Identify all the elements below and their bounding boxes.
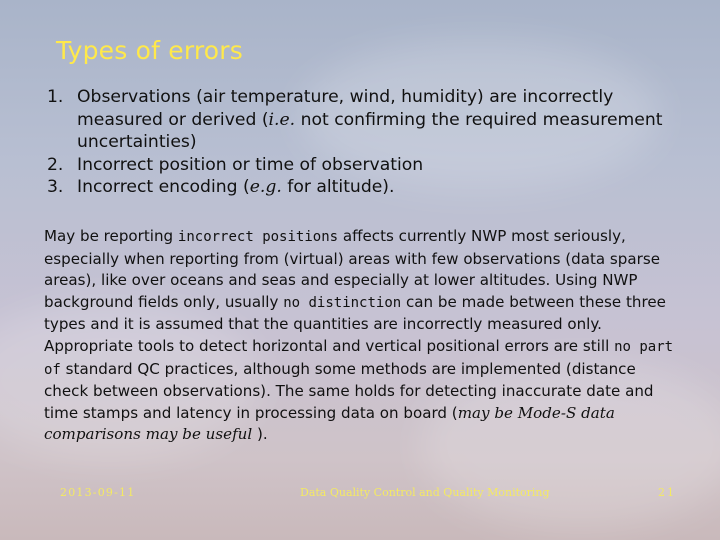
list-text: for altitude). xyxy=(281,177,395,197)
list-number: 1. xyxy=(47,87,64,107)
list-text: not confirming the required measurement uncertainties) xyxy=(77,109,663,152)
list-number: 2. xyxy=(47,154,64,175)
para-text: can be made between these three types and it is assumed that the quantities are incorrectly measured only. Appropriate tools to detect horizontal and vertical positional errors are still xyxy=(44,292,666,355)
footer-date: 2013-09-11 xyxy=(60,486,136,499)
list-text: Observations (air temperature, wind, humidity) are incorrectly measured or derived ( xyxy=(77,87,614,130)
error-types-list xyxy=(44,86,694,199)
para-text: ). xyxy=(252,425,268,444)
list-text: Incorrect encoding ( xyxy=(77,177,250,197)
list-text: Incorrect position or time of observation xyxy=(77,154,424,175)
footer-title: Data Quality Control and Quality Monitoring xyxy=(300,486,550,499)
para-text: standard QC practices, although some methods are implemented (distance check between observations). The same holds for detecting inaccurate date and time stamps and latency in processing data on board ( xyxy=(44,359,654,422)
list-emphasis: e.g. xyxy=(249,177,282,197)
list-item xyxy=(44,86,694,154)
slide-title: Types of errors xyxy=(56,36,243,65)
page-number: 21 xyxy=(658,486,676,499)
para-highlight: incorrect positions xyxy=(177,229,339,245)
list-item xyxy=(44,154,694,177)
para-emphasis: may be Mode-S data comparisons may be useful xyxy=(44,403,615,444)
list-number: 3. xyxy=(47,177,64,197)
para-text: May be reporting xyxy=(44,227,178,245)
para-highlight: no part of xyxy=(44,338,674,378)
list-item xyxy=(44,176,694,199)
para-text: affects currently NWP most seriously, especially when reporting from (virtual) areas with few observations (data sparse areas), like over oceans and seas and especially at lower altitudes. Using NWP background fields only, usually xyxy=(44,227,660,311)
body-paragraph xyxy=(44,226,684,446)
para-highlight: no distinction xyxy=(283,294,402,311)
list-emphasis: i.e. xyxy=(268,109,296,130)
